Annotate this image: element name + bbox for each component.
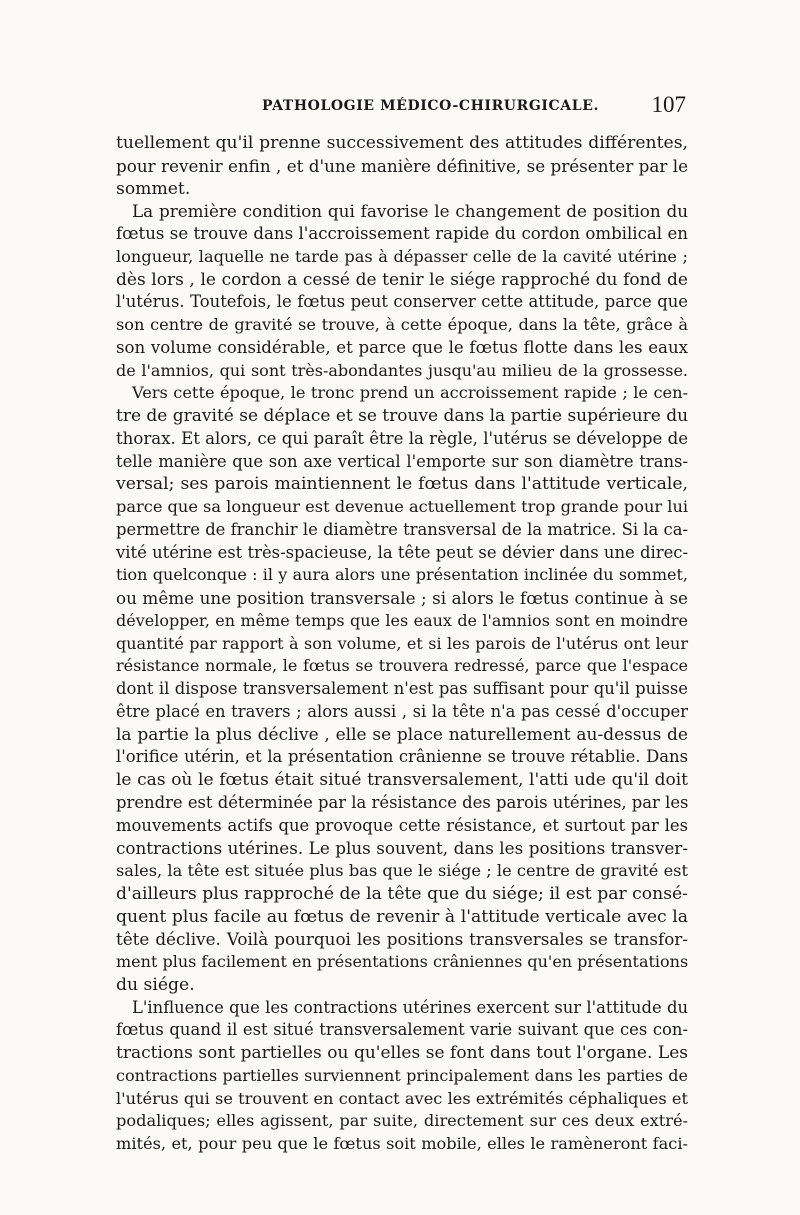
- text-line: le cas où le fœtus était situé transversalement, l'atti ude qu'il doit: [116, 770, 688, 790]
- text-line: contractions partielles surviennent principalement dans les parties de: [116, 1065, 688, 1085]
- text-line: tête déclive. Voilà pourquoi les positions transversales se transfor-: [116, 929, 688, 950]
- text-line: podaliques; elles agissent, par suite, directement sur ces deux extré-: [116, 1111, 688, 1131]
- text-line: tion quelconque : il y aura alors une présentation inclinée du sommet,: [116, 565, 688, 585]
- text-line: l'utérus qui se trouvent en contact avec les extrémités céphaliques et: [116, 1088, 688, 1108]
- text-line: de l'amnios, qui sont très-abondantes jusqu'au milieu de la grossesse.: [116, 360, 688, 380]
- text-line: dès lors , le cordon a cessé de tenir le siége rapproché du fond de: [116, 269, 688, 290]
- text-line: parce que sa longueur est devenue actuellement trop grande pour lui: [116, 497, 689, 516]
- text-line: tuellement qu'il prenne successivement des attitudes différentes,: [116, 133, 688, 153]
- text-line: mouvements actifs que provoque cette résistance, et surtout par les: [116, 815, 688, 835]
- text-line: sales, la tête est située plus bas que le siége ; le centre de gravité est: [116, 861, 688, 880]
- text-line: tre de gravité se déplace et se trouve dans la partie supérieure du: [116, 406, 689, 426]
- text-line: sommet.: [116, 178, 191, 199]
- text-line: thorax. Et alors, ce qui paraît être la règle, l'utérus se développe de: [116, 428, 689, 448]
- text-line: ou même une position transversale ; si alors le fœtus continue à se: [116, 588, 688, 608]
- text-line: développer, en même temps que les eaux de l'amnios sont en moindre: [116, 610, 688, 630]
- text-line: tractions sont partielles ou qu'elles se font dans tout l'organe. Les: [116, 1043, 688, 1063]
- text-line: longueur, laquelle ne tarde pas à dépasser celle de la cavité utérine ;: [116, 246, 688, 266]
- text-line: dont il dispose transversalement n'est pas suffisant pour qu'il puisse: [116, 679, 688, 698]
- text-line: vité utérine est très-spacieuse, la tête peut se dévier dans une direc-: [116, 542, 688, 562]
- text-line: l'utérus. Toutefois, le fœtus peut conserver cette attitude, parce que: [116, 292, 688, 312]
- text-line: l'orifice utérin, et la présentation crânienne se trouve rétablie. Dans: [116, 747, 688, 767]
- page-header: [116, 92, 686, 124]
- text-line: versal; ses parois maintiennent le fœtus dans l'attitude verticale,: [116, 474, 688, 495]
- text-line: telle manière que son axe vertical l'emporte sur son diamètre trans-: [116, 451, 688, 471]
- text-line: permettre de franchir le diamètre transversal de la matrice. Si la ca-: [116, 519, 688, 539]
- text-line: quent plus facile au fœtus de revenir à l'attitude verticale avec la: [116, 906, 688, 927]
- text-line: ment plus facilement en présentations crâniennes qu'en présentations: [116, 952, 689, 971]
- body-text: [116, 132, 688, 1156]
- text-line: son volume considérable, et parce que le fœtus flotte dans les eaux: [116, 337, 688, 357]
- running-title: PATHOLOGIE MÉDICO-CHIRURGICALE.: [262, 98, 599, 114]
- text-line: fœtus quand il est situé transversalement varie suivant que ces con-: [116, 1020, 688, 1040]
- text-line: résistance normale, le fœtus se trouvera redressé, parce que l'espace: [116, 656, 688, 676]
- text-line: du siége.: [116, 974, 195, 995]
- text-line: la partie la plus déclive , elle se place naturellement au-dessus de: [116, 724, 688, 745]
- text-line: fœtus se trouve dans l'accroissement rapide du cordon ombilical en: [116, 224, 688, 243]
- text-line: La première condition qui favorise le changement de position du: [132, 201, 688, 222]
- page-number: 107: [651, 92, 686, 117]
- text-line: être placé en travers ; alors aussi , si la tête n'a pas cessé d'occuper: [116, 701, 688, 721]
- text-line: quantité par rapport à son volume, et si les parois de l'utérus ont leur: [116, 633, 688, 653]
- text-line: son centre de gravité se trouve, à cette époque, dans la tête, grâce à: [116, 315, 688, 334]
- text-line: Vers cette époque, le tronc prend un accroissement rapide ; le cen-: [132, 383, 688, 403]
- text-line: pour revenir enfin , et d'une manière définitive, se présenter par le: [116, 155, 688, 176]
- text-line: contractions utérines. Le plus souvent, dans les positions transver-: [116, 838, 688, 859]
- text-line: prendre est déterminée par la résistance des parois utérines, par les: [116, 792, 689, 812]
- text-line: L'influence que les contractions utérines exercent sur l'attitude du: [132, 997, 688, 1017]
- text-line: d'ailleurs plus rapproché de la tête que du siége; il est par consé-: [116, 883, 688, 904]
- text-line: mités, et, pour peu que le fœtus soit mobile, elles le ramèneront faci-: [116, 1134, 688, 1153]
